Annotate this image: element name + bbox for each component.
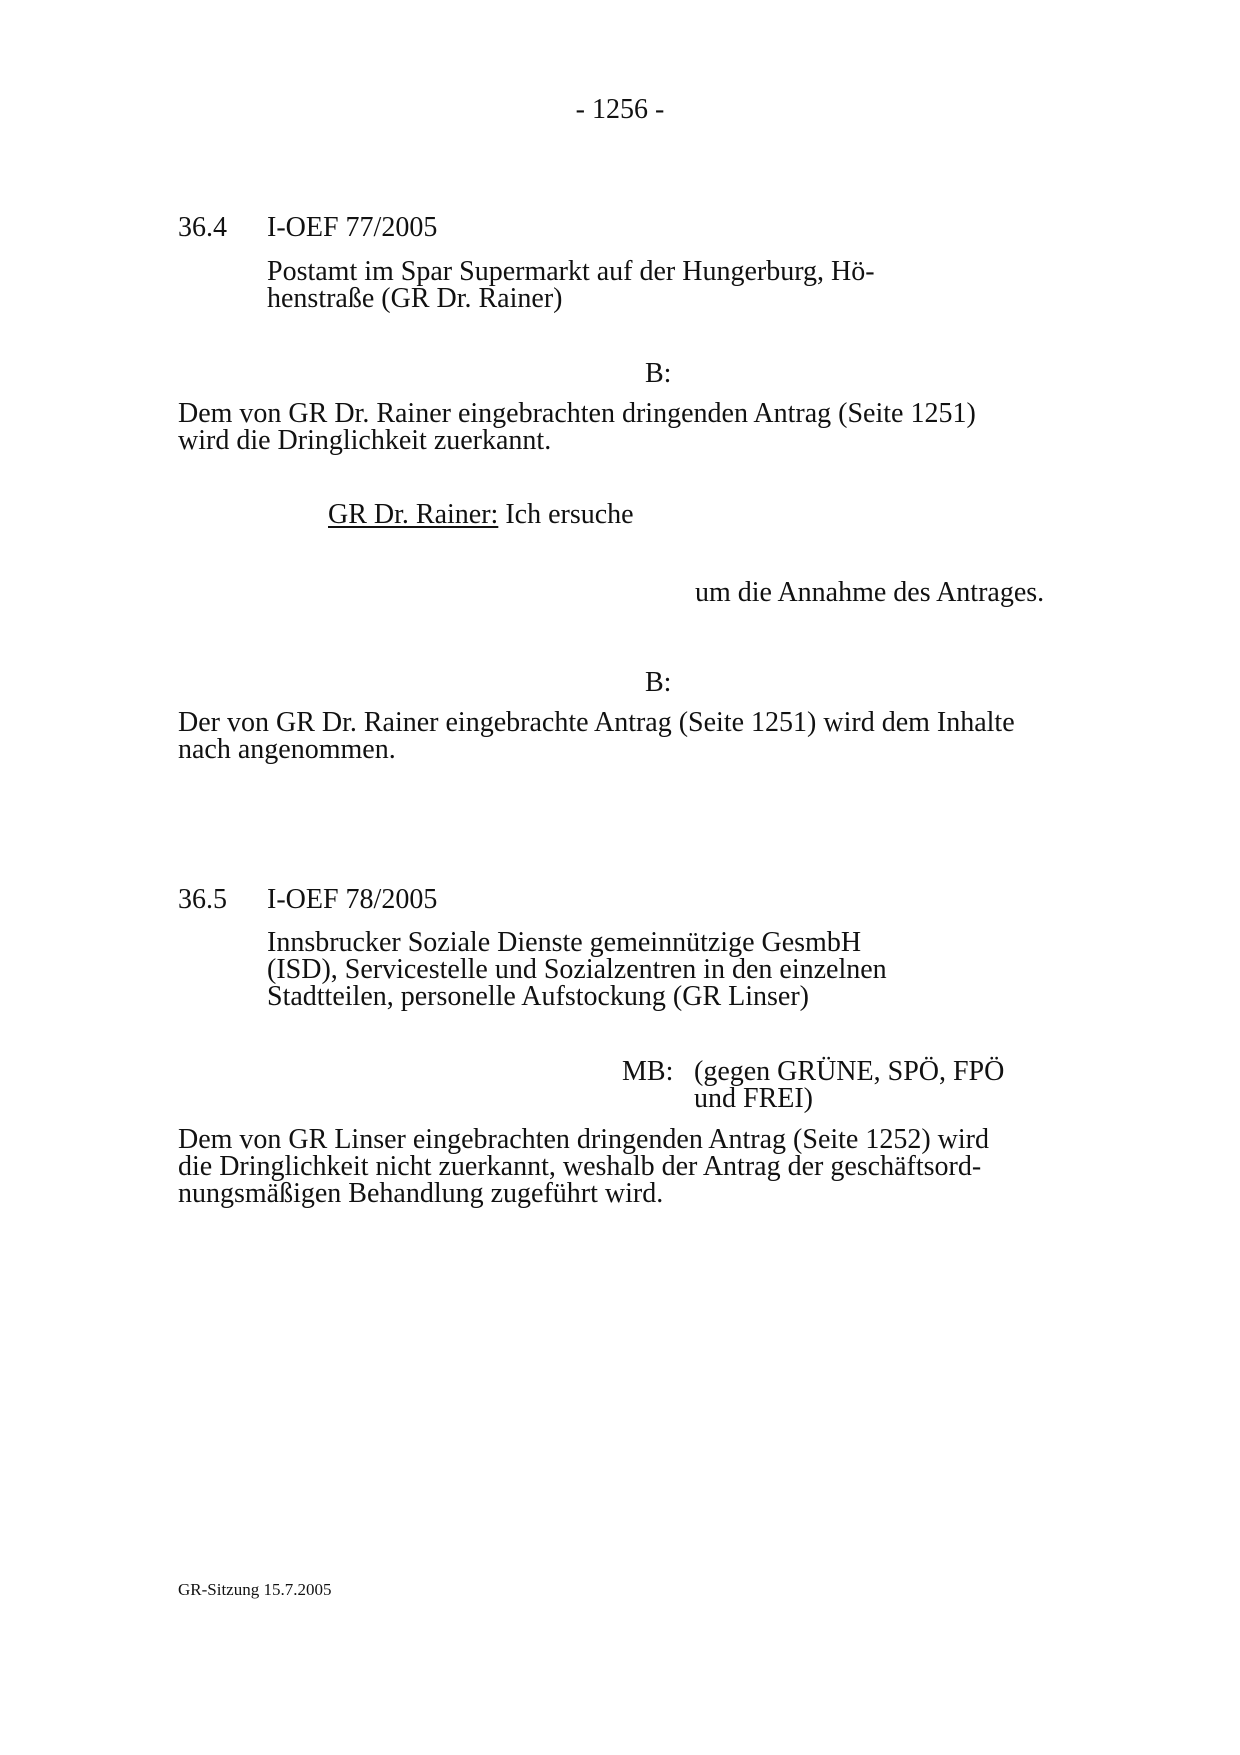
- decision-label: B:: [645, 358, 672, 389]
- section-number: 36.4: [178, 212, 227, 243]
- section-reference: I-OEF 78/2005: [267, 884, 438, 915]
- decision-note-line: (gegen GRÜNE, SPÖ, FPÖ: [694, 1056, 1005, 1087]
- decision-note-line: und FREI): [694, 1083, 813, 1114]
- speaker-name: GR Dr. Rainer:: [328, 499, 499, 530]
- speaker-statement: [328, 501, 634, 528]
- section-title-line: Postamt im Spar Supermarkt auf der Hungerburg, Hö-: [267, 256, 875, 287]
- decision-label: B:: [645, 667, 672, 698]
- decision-text-line: nach angenommen.: [178, 734, 396, 765]
- section-reference: I-OEF 77/2005: [267, 212, 438, 243]
- decision-text-line: Dem von GR Linser eingebrachten dringenden Antrag (Seite 1252) wird: [178, 1124, 990, 1155]
- decision-text-line: nungsmäßigen Behandlung zugeführt wird.: [178, 1178, 664, 1209]
- section-title-line: henstraße (GR Dr. Rainer): [267, 283, 563, 314]
- section-title-line: (ISD), Servicestelle und Sozialzentren in den einzelnen: [267, 954, 887, 985]
- section-title-line: Stadtteilen, personelle Aufstockung (GR Linser): [267, 981, 809, 1012]
- speech-text: Ich ersuche: [505, 499, 634, 530]
- page-number: - 1256 -: [575, 94, 665, 125]
- decision-text-line: Der von GR Dr. Rainer eingebrachte Antrag (Seite 1251) wird dem Inhalte: [178, 707, 1015, 738]
- decision-text-line: Dem von GR Dr. Rainer eingebrachten dringenden Antrag (Seite 1251): [178, 398, 976, 429]
- section-title-line: Innsbrucker Soziale Dienste gemeinnützige GesmbH: [267, 927, 862, 958]
- decision-text-line: die Dringlichkeit nicht zuerkannt, weshalb der Antrag der geschäftsord-: [178, 1151, 982, 1182]
- section-number: 36.5: [178, 884, 227, 915]
- decision-label: MB:: [622, 1056, 674, 1087]
- speech-text: um die Annahme des Antrages.: [695, 577, 1045, 608]
- page-footer: GR-Sitzung 15.7.2005: [178, 1580, 332, 1599]
- decision-text-line: wird die Dringlichkeit zuerkannt.: [178, 425, 552, 456]
